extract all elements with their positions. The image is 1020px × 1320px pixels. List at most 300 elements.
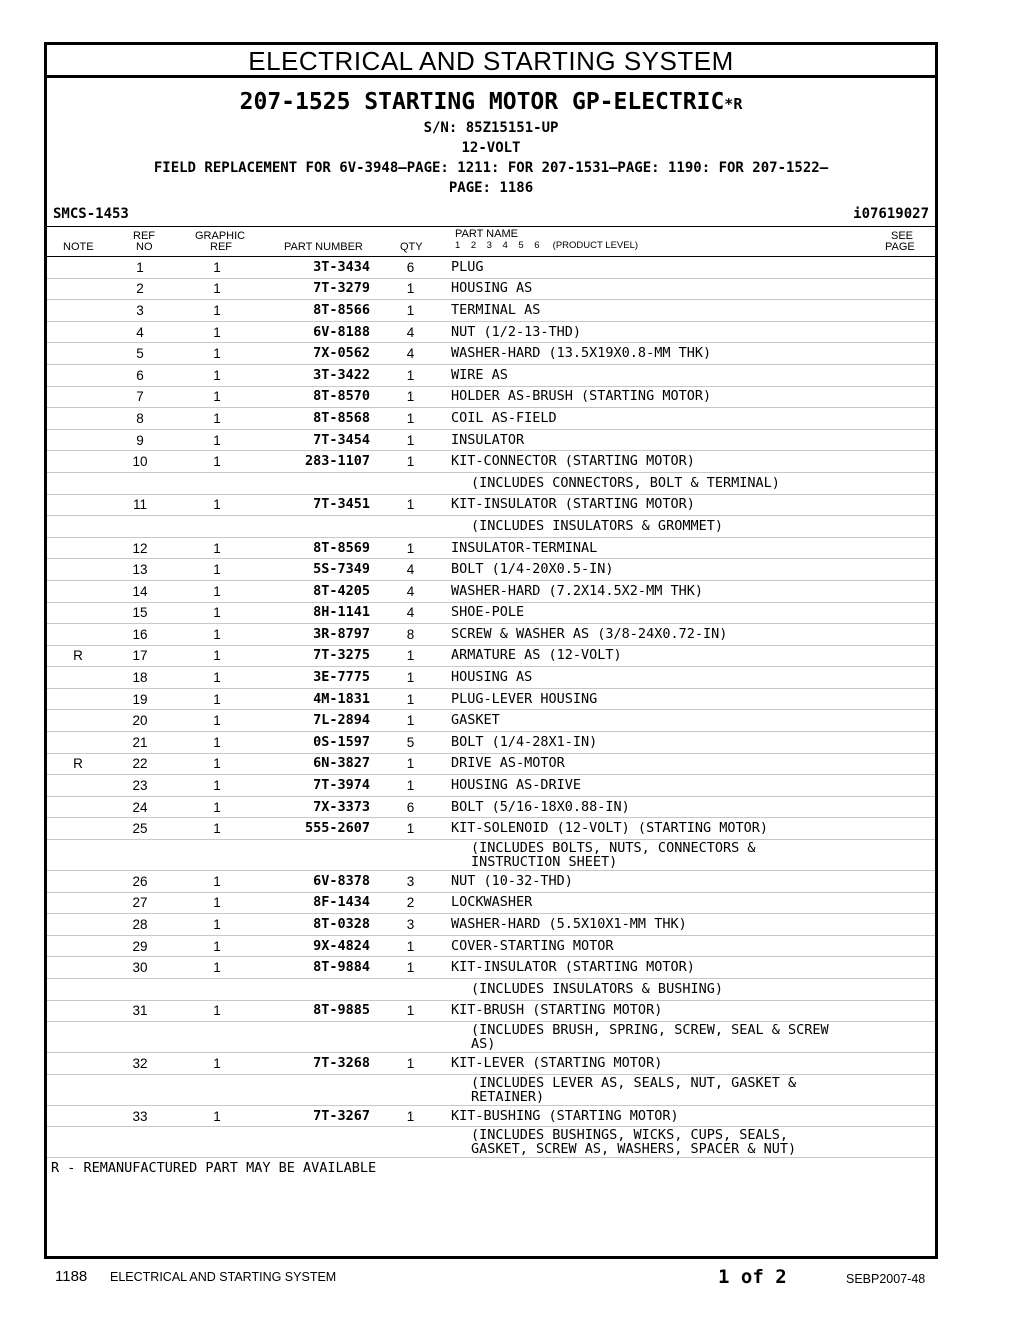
note-cell — [47, 602, 109, 624]
qty-cell: 1 — [370, 364, 451, 386]
part-name-cell: KIT-CONNECTOR (STARTING MOTOR) — [451, 451, 935, 473]
part-name-cell: WASHER-HARD (7.2X14.5X2-MM THK) — [451, 580, 935, 602]
note-cell — [47, 472, 109, 494]
table-row — [47, 364, 935, 386]
graphic-ref-cell: 1 — [171, 559, 263, 581]
voltage: 12-VOLT — [461, 140, 521, 156]
qty-cell: 1 — [370, 451, 451, 473]
ref-no-cell — [109, 840, 171, 871]
part-number-cell: 8T-8569 — [263, 537, 370, 559]
table-row — [47, 957, 935, 979]
note-cell — [47, 818, 109, 840]
ref-no-cell: 32 — [109, 1053, 171, 1075]
ref-no-cell: 9 — [109, 429, 171, 451]
qty-cell: 6 — [370, 257, 451, 278]
qty-cell: 5 — [370, 732, 451, 754]
table-row — [47, 429, 935, 451]
part-name-cell: KIT-LEVER (STARTING MOTOR) — [451, 1053, 935, 1075]
qty-cell: 1 — [370, 935, 451, 957]
table-row — [47, 1053, 935, 1075]
part-number-cell: 6V-8378 — [263, 871, 370, 893]
ref-no-cell: 7 — [109, 386, 171, 408]
ref-no-cell: 28 — [109, 914, 171, 936]
graphic-ref-cell: 1 — [171, 796, 263, 818]
smcs-code: SMCS-1453 — [53, 206, 129, 222]
part-name-cell: BOLT (1/4-20X0.5-IN) — [451, 559, 935, 581]
ref-no-cell: 20 — [109, 710, 171, 732]
part-name-cell: COVER-STARTING MOTOR — [451, 935, 935, 957]
graphic-ref-cell: 1 — [171, 775, 263, 797]
ref-no-cell: 16 — [109, 624, 171, 646]
note-cell — [47, 1053, 109, 1075]
part-number-cell: 7T-3267 — [263, 1105, 370, 1127]
note-cell — [47, 796, 109, 818]
ref-no-cell: 11 — [109, 494, 171, 516]
qty-cell: 8 — [370, 624, 451, 646]
part-name-cell: BOLT (1/4-28X1-IN) — [451, 732, 935, 754]
table-row — [47, 775, 935, 797]
table-row — [47, 796, 935, 818]
note-cell — [47, 1022, 109, 1053]
note-cell — [47, 1000, 109, 1022]
part-number-cell: 8F-1434 — [263, 892, 370, 914]
graphic-ref-cell: 1 — [171, 343, 263, 365]
graphic-ref-cell: 1 — [171, 300, 263, 322]
part-number-cell: 7T-3279 — [263, 278, 370, 300]
table-row — [47, 1105, 935, 1127]
part-number-cell: 8T-8566 — [263, 300, 370, 322]
ref-no-cell: 31 — [109, 1000, 171, 1022]
part-name-cell: (INCLUDES BRUSH, SPRING, SCREW, SEAL & SCREW AS) — [451, 1022, 935, 1053]
part-number-cell: 7T-3268 — [263, 1053, 370, 1075]
note-cell — [47, 732, 109, 754]
part-name-cell: KIT-SOLENOID (12-VOLT) (STARTING MOTOR) — [451, 818, 935, 840]
part-number-cell: 6V-8188 — [263, 321, 370, 343]
page-frame — [44, 42, 938, 1259]
section-title: ELECTRICAL AND STARTING SYSTEM — [47, 45, 935, 78]
note-cell — [47, 957, 109, 979]
qty-cell: 1 — [370, 818, 451, 840]
ref-no-cell: 8 — [109, 408, 171, 430]
part-number-cell: 8T-4205 — [263, 580, 370, 602]
graphic-ref-cell: 1 — [171, 257, 263, 278]
qty-cell: 1 — [370, 710, 451, 732]
note-cell — [47, 624, 109, 646]
part-name-cell: PLUG — [451, 257, 935, 278]
graphic-ref-cell: 1 — [171, 710, 263, 732]
qty-cell: 1 — [370, 537, 451, 559]
table-row-continuation — [47, 840, 935, 871]
table-row — [47, 580, 935, 602]
graphic-ref-cell: 1 — [171, 914, 263, 936]
table-row — [47, 451, 935, 473]
graphic-ref-cell: 1 — [171, 957, 263, 979]
qty-cell: 1 — [370, 1000, 451, 1022]
graphic-ref-cell: 1 — [171, 753, 263, 775]
table-row — [47, 602, 935, 624]
table-row — [47, 871, 935, 893]
ref-no-cell — [109, 979, 171, 1001]
note-cell — [47, 892, 109, 914]
note-cell — [47, 494, 109, 516]
table-row — [47, 408, 935, 430]
part-number-cell — [263, 1022, 370, 1053]
part-name-cell: SCREW & WASHER AS (3/8-24X0.72-IN) — [451, 624, 935, 646]
col-graphic-ref-1: GRAPHIC — [195, 230, 246, 242]
note-cell — [47, 559, 109, 581]
note-cell — [47, 580, 109, 602]
table-row — [47, 818, 935, 840]
ref-no-cell: 33 — [109, 1105, 171, 1127]
part-number-cell: 3E-7775 — [263, 667, 370, 689]
note-cell — [47, 321, 109, 343]
col-ref-no-2: NO — [136, 241, 153, 253]
note-cell — [47, 537, 109, 559]
note-cell — [47, 300, 109, 322]
qty-cell — [370, 840, 451, 871]
note-cell: R — [47, 645, 109, 667]
graphic-ref-cell — [171, 979, 263, 1001]
note-cell — [47, 1127, 109, 1158]
ref-no-cell: 22 — [109, 753, 171, 775]
part-number-cell: 555-2607 — [263, 818, 370, 840]
qty-cell — [370, 1127, 451, 1158]
part-name-cell: GASKET — [451, 710, 935, 732]
ref-no-cell: 27 — [109, 892, 171, 914]
table-row — [47, 914, 935, 936]
graphic-ref-cell: 1 — [171, 602, 263, 624]
note-cell — [47, 257, 109, 278]
col-qty: QTY — [400, 241, 423, 253]
table-row — [47, 892, 935, 914]
part-name-cell: (INCLUDES CONNECTORS, BOLT & TERMINAL) — [451, 472, 935, 494]
qty-cell: 4 — [370, 343, 451, 365]
qty-cell: 4 — [370, 602, 451, 624]
footer-page-number: 1188 — [55, 1268, 88, 1285]
group-title-text: 207-1525 STARTING MOTOR GP-ELECTRIC — [239, 89, 725, 115]
note-cell — [47, 278, 109, 300]
part-name-cell: HOUSING AS — [451, 278, 935, 300]
part-number-cell — [263, 1074, 370, 1105]
table-row-continuation — [47, 1127, 935, 1158]
smcs-row — [47, 204, 935, 227]
part-name-cell: INSULATOR — [451, 429, 935, 451]
part-number-cell: 3R-8797 — [263, 624, 370, 646]
ref-no-cell: 5 — [109, 343, 171, 365]
remanufactured-remark: R - REMANUFACTURED PART MAY BE AVAILABLE — [51, 1160, 377, 1177]
graphic-ref-cell — [171, 472, 263, 494]
qty-cell: 1 — [370, 645, 451, 667]
table-row-continuation — [47, 979, 935, 1001]
part-number-cell: 0S-1597 — [263, 732, 370, 754]
qty-cell: 1 — [370, 278, 451, 300]
column-headers — [47, 227, 935, 257]
group-header — [47, 88, 935, 198]
qty-cell: 1 — [370, 494, 451, 516]
note-cell — [47, 775, 109, 797]
note-cell — [47, 688, 109, 710]
ref-no-cell: 12 — [109, 537, 171, 559]
parts-table — [47, 257, 935, 1158]
note-cell — [47, 979, 109, 1001]
part-number-cell: 8T-9884 — [263, 957, 370, 979]
qty-cell — [370, 472, 451, 494]
part-number-cell: 283-1107 — [263, 451, 370, 473]
part-number-cell: 7X-3373 — [263, 796, 370, 818]
ref-no-cell: 18 — [109, 667, 171, 689]
graphic-ref-cell — [171, 1022, 263, 1053]
part-name-cell: HOUSING AS-DRIVE — [451, 775, 935, 797]
part-name-cell: DRIVE AS-MOTOR — [451, 753, 935, 775]
table-row — [47, 753, 935, 775]
part-name-cell: (INCLUDES BOLTS, NUTS, CONNECTORS & INSTRUCTION SHEET) — [451, 840, 935, 871]
qty-cell: 4 — [370, 559, 451, 581]
group-title-suffix: *R — [724, 95, 743, 113]
table-row — [47, 321, 935, 343]
ref-no-cell: 26 — [109, 871, 171, 893]
part-number-cell: 6N-3827 — [263, 753, 370, 775]
table-row-continuation — [47, 1022, 935, 1053]
part-name-cell: KIT-BRUSH (STARTING MOTOR) — [451, 1000, 935, 1022]
graphic-ref-cell: 1 — [171, 892, 263, 914]
table-row — [47, 732, 935, 754]
graphic-ref-cell: 1 — [171, 408, 263, 430]
col-part-name: PART NAME — [455, 228, 518, 240]
graphic-ref-cell: 1 — [171, 1053, 263, 1075]
part-number-cell: 7X-0562 — [263, 343, 370, 365]
ref-no-cell: 17 — [109, 645, 171, 667]
table-row — [47, 710, 935, 732]
part-number-cell — [263, 516, 370, 538]
note-cell — [47, 451, 109, 473]
table-row-continuation — [47, 516, 935, 538]
note-cell — [47, 710, 109, 732]
qty-cell: 4 — [370, 580, 451, 602]
part-number-cell: 7T-3451 — [263, 494, 370, 516]
qty-cell: 4 — [370, 321, 451, 343]
part-number-cell: 8T-8568 — [263, 408, 370, 430]
part-number-cell: 7T-3974 — [263, 775, 370, 797]
table-row — [47, 343, 935, 365]
graphic-ref-cell — [171, 840, 263, 871]
note-cell — [47, 1105, 109, 1127]
part-number-cell: 3T-3434 — [263, 257, 370, 278]
ref-no-cell: 19 — [109, 688, 171, 710]
col-part-number: PART NUMBER — [284, 241, 363, 253]
part-name-cell: HOLDER AS-BRUSH (STARTING MOTOR) — [451, 386, 935, 408]
part-number-cell — [263, 979, 370, 1001]
serial-number: S/N: 85Z15151-UP — [423, 120, 559, 136]
col-see-page-2: PAGE — [885, 241, 915, 253]
part-number-cell: 5S-7349 — [263, 559, 370, 581]
qty-cell: 1 — [370, 429, 451, 451]
qty-cell: 1 — [370, 1053, 451, 1075]
table-row — [47, 688, 935, 710]
part-name-cell: KIT-INSULATOR (STARTING MOTOR) — [451, 494, 935, 516]
part-name-cell: KIT-INSULATOR (STARTING MOTOR) — [451, 957, 935, 979]
table-row — [47, 667, 935, 689]
graphic-ref-cell: 1 — [171, 645, 263, 667]
ref-no-cell: 4 — [109, 321, 171, 343]
note-cell — [47, 1074, 109, 1105]
part-number-cell: 7L-2894 — [263, 710, 370, 732]
graphic-ref-cell: 1 — [171, 494, 263, 516]
part-name-cell: (INCLUDES INSULATORS & GROMMET) — [451, 516, 935, 538]
ref-no-cell: 30 — [109, 957, 171, 979]
graphic-ref-cell: 1 — [171, 364, 263, 386]
part-number-cell: 8T-9885 — [263, 1000, 370, 1022]
ref-no-cell: 3 — [109, 300, 171, 322]
table-row — [47, 624, 935, 646]
ref-no-cell — [109, 1022, 171, 1053]
graphic-ref-cell: 1 — [171, 935, 263, 957]
ref-no-cell: 6 — [109, 364, 171, 386]
qty-cell — [370, 1022, 451, 1053]
qty-cell: 1 — [370, 957, 451, 979]
graphic-ref-cell: 1 — [171, 732, 263, 754]
table-row — [47, 257, 935, 278]
part-name-cell: TERMINAL AS — [451, 300, 935, 322]
ref-no-cell — [109, 1074, 171, 1105]
graphic-ref-cell: 1 — [171, 451, 263, 473]
group-title — [47, 88, 935, 118]
ref-no-cell: 25 — [109, 818, 171, 840]
qty-cell: 3 — [370, 871, 451, 893]
qty-cell — [370, 516, 451, 538]
footer-page-count: 1 of 2 — [718, 1266, 787, 1288]
col-ref-no-1: REF — [133, 230, 155, 242]
col-note: NOTE — [63, 241, 94, 253]
note-cell — [47, 935, 109, 957]
graphic-ref-cell: 1 — [171, 624, 263, 646]
part-name-cell: LOCKWASHER — [451, 892, 935, 914]
page-footer — [0, 1266, 1020, 1290]
part-number-cell: 8H-1141 — [263, 602, 370, 624]
part-name-cell: INSULATOR-TERMINAL — [451, 537, 935, 559]
part-number-cell — [263, 1127, 370, 1158]
graphic-ref-cell: 1 — [171, 321, 263, 343]
graphic-ref-cell — [171, 1127, 263, 1158]
ref-no-cell: 29 — [109, 935, 171, 957]
qty-cell: 1 — [370, 1105, 451, 1127]
table-row-continuation — [47, 472, 935, 494]
ref-no-cell: 14 — [109, 580, 171, 602]
table-row — [47, 278, 935, 300]
graphic-ref-cell: 1 — [171, 688, 263, 710]
qty-cell: 1 — [370, 775, 451, 797]
note-cell — [47, 516, 109, 538]
ref-no-cell: 13 — [109, 559, 171, 581]
part-name-cell: WIRE AS — [451, 364, 935, 386]
ref-no-cell — [109, 1127, 171, 1158]
ref-no-cell: 10 — [109, 451, 171, 473]
replacement-line-2: PAGE: 1186 — [448, 180, 534, 196]
qty-cell: 2 — [370, 892, 451, 914]
qty-cell: 1 — [370, 408, 451, 430]
part-number-cell: 3T-3422 — [263, 364, 370, 386]
qty-cell: 1 — [370, 753, 451, 775]
graphic-ref-cell: 1 — [171, 1105, 263, 1127]
note-cell — [47, 429, 109, 451]
col-graphic-ref-2: REF — [210, 241, 232, 253]
qty-cell: 3 — [370, 914, 451, 936]
graphic-ref-cell: 1 — [171, 278, 263, 300]
part-name-cell: NUT (1/2-13-THD) — [451, 321, 935, 343]
ref-no-cell: 21 — [109, 732, 171, 754]
part-name-cell: NUT (10-32-THD) — [451, 871, 935, 893]
part-number-cell — [263, 472, 370, 494]
note-cell — [47, 343, 109, 365]
part-name-cell: KIT-BUSHING (STARTING MOTOR) — [451, 1105, 935, 1127]
ref-no-cell — [109, 472, 171, 494]
part-name-cell: WASHER-HARD (13.5X19X0.8-MM THK) — [451, 343, 935, 365]
note-cell — [47, 408, 109, 430]
note-cell — [47, 840, 109, 871]
part-name-cell: SHOE-POLE — [451, 602, 935, 624]
ref-no-cell: 1 — [109, 257, 171, 278]
part-number-cell — [263, 840, 370, 871]
part-name-cell: HOUSING AS — [451, 667, 935, 689]
graphic-ref-cell: 1 — [171, 537, 263, 559]
ref-no-cell: 2 — [109, 278, 171, 300]
graphic-ref-cell: 1 — [171, 429, 263, 451]
part-number-cell: 8T-0328 — [263, 914, 370, 936]
qty-cell — [370, 979, 451, 1001]
part-name-cell: COIL AS-FIELD — [451, 408, 935, 430]
note-cell — [47, 914, 109, 936]
table-row — [47, 1000, 935, 1022]
part-number-cell: 7T-3275 — [263, 645, 370, 667]
table-row-continuation — [47, 1074, 935, 1105]
ref-no-cell: 24 — [109, 796, 171, 818]
qty-cell: 1 — [370, 386, 451, 408]
table-row — [47, 645, 935, 667]
part-number-cell: 8T-8570 — [263, 386, 370, 408]
graphic-ref-cell — [171, 516, 263, 538]
ref-no-cell — [109, 516, 171, 538]
part-name-cell: (INCLUDES LEVER AS, SEALS, NUT, GASKET & RETAINER) — [451, 1074, 935, 1105]
replacement-line-1: FIELD REPLACEMENT FOR 6V-3948—PAGE: 1211: FOR 207-1531—PAGE: 1190: FOR 207-1522— — [153, 160, 829, 176]
part-name-cell: ARMATURE AS (12-VOLT) — [451, 645, 935, 667]
table-row — [47, 935, 935, 957]
footer-section: ELECTRICAL AND STARTING SYSTEM — [110, 1270, 337, 1284]
illustration-id: i07619027 — [853, 206, 929, 222]
note-cell — [47, 364, 109, 386]
ref-no-cell: 15 — [109, 602, 171, 624]
table-row — [47, 559, 935, 581]
qty-cell: 1 — [370, 688, 451, 710]
part-name-cell: WASHER-HARD (5.5X10X1-MM THK) — [451, 914, 935, 936]
footer-doc-id: SEBP2007-48 — [846, 1272, 926, 1286]
note-cell — [47, 871, 109, 893]
qty-cell — [370, 1074, 451, 1105]
col-product-level: 1 2 3 4 5 6 (PRODUCT LEVEL) — [455, 240, 639, 251]
qty-cell: 1 — [370, 667, 451, 689]
table-row — [47, 386, 935, 408]
qty-cell: 6 — [370, 796, 451, 818]
graphic-ref-cell: 1 — [171, 1000, 263, 1022]
graphic-ref-cell: 1 — [171, 386, 263, 408]
part-number-cell: 7T-3454 — [263, 429, 370, 451]
table-row — [47, 300, 935, 322]
ref-no-cell: 23 — [109, 775, 171, 797]
part-name-cell: PLUG-LEVER HOUSING — [451, 688, 935, 710]
table-row — [47, 494, 935, 516]
graphic-ref-cell: 1 — [171, 580, 263, 602]
graphic-ref-cell — [171, 1074, 263, 1105]
part-name-cell: (INCLUDES BUSHINGS, WICKS, CUPS, SEALS, GASKET, SCREW AS, WASHERS, SPACER & NUT) — [451, 1127, 935, 1158]
table-row — [47, 537, 935, 559]
